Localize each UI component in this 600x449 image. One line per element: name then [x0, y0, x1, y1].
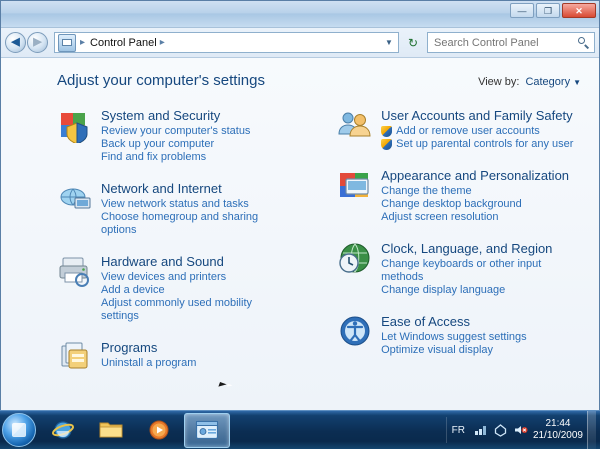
category-task-link[interactable]	[381, 258, 581, 284]
category-title-link[interactable]: Programs	[101, 340, 158, 355]
category-task-label: View network status and tasks	[101, 198, 249, 210]
control-panel-window-icon	[195, 420, 219, 440]
category-title-link[interactable]: Network and Internet	[101, 181, 222, 196]
nav-arrows	[5, 32, 48, 53]
clock-time: 21:44	[545, 418, 571, 429]
category-appearance-and-personalization	[337, 167, 581, 224]
category-task-link[interactable]	[101, 151, 250, 164]
category-task-link[interactable]	[381, 185, 569, 198]
category-task-label: Change keyboards or other input methods	[381, 258, 542, 283]
category-task-link[interactable]	[101, 271, 291, 284]
category-task-link[interactable]	[381, 211, 569, 224]
category-task-label: Set up parental controls for any user	[396, 138, 574, 150]
close-button[interactable]: ✕	[562, 3, 596, 18]
category-title-link[interactable]: User Accounts and Family Safety	[381, 108, 573, 123]
view-by-label: View by:	[478, 76, 520, 88]
appearance-icon[interactable]	[337, 167, 373, 203]
uac-shield-icon	[381, 139, 392, 150]
category-task-label: Add a device	[101, 284, 165, 296]
page-title: Adjust your computer's settings	[57, 72, 265, 89]
category-task-label: Back up your computer	[101, 138, 215, 150]
back-button[interactable]	[5, 32, 26, 53]
category-clock-language-and-region	[337, 240, 581, 297]
search-box[interactable]	[427, 32, 595, 53]
chevron-down-icon: ▼	[573, 78, 581, 87]
category-body	[101, 107, 250, 164]
title-bar	[1, 1, 599, 28]
category-network-and-internet	[57, 180, 291, 237]
category-title-link[interactable]: Ease of Access	[381, 314, 471, 329]
view-by-value: Category	[525, 76, 571, 88]
category-task-link[interactable]	[101, 284, 291, 297]
forward-arrow-icon: ▶	[33, 36, 42, 48]
language-indicator[interactable]: FR	[451, 424, 465, 436]
network-icon[interactable]	[473, 422, 489, 438]
category-task-label: Change the theme	[381, 185, 472, 197]
breadcrumb-separator-last[interactable]: ▸	[159, 37, 165, 48]
category-task-link[interactable]	[101, 357, 196, 370]
taskbar-item-windows-explorer[interactable]	[88, 413, 134, 448]
taskbar-item-media-player[interactable]	[136, 413, 182, 448]
breadcrumb-separator-root[interactable]: ▸	[80, 37, 86, 48]
category-task-label: Find and fix problems	[101, 151, 207, 163]
clock-date: 21/10/2009	[532, 430, 583, 441]
show-desktop-button[interactable]	[587, 411, 596, 449]
category-programs	[57, 339, 291, 375]
media-player-icon	[147, 418, 171, 442]
forward-button[interactable]	[27, 32, 48, 53]
category-task-link[interactable]	[101, 198, 291, 211]
address-bar[interactable]	[54, 32, 399, 53]
category-task-link[interactable]	[381, 344, 527, 357]
category-task-label: Adjust screen resolution	[381, 211, 499, 223]
start-button[interactable]	[2, 413, 36, 447]
clock-language-icon[interactable]	[337, 240, 373, 276]
category-task-label: Adjust commonly used mobility settings	[101, 297, 253, 322]
minimize-button[interactable]: —	[510, 3, 534, 18]
category-task-label: Add or remove user accounts	[396, 125, 540, 137]
content-area	[1, 58, 599, 410]
category-hardware-and-sound	[57, 253, 291, 323]
search-input[interactable]	[432, 36, 576, 50]
taskbar-item-control-panel[interactable]	[184, 413, 230, 448]
category-column-left	[57, 107, 291, 391]
category-body	[101, 180, 291, 237]
category-task-label: Optimize visual display	[381, 344, 493, 356]
category-ease-of-access	[337, 313, 581, 357]
category-column-right	[337, 107, 581, 391]
category-body	[381, 167, 569, 224]
breadcrumb-item-control-panel[interactable]: Control Panel	[90, 36, 157, 49]
maximize-button[interactable]: ❐	[536, 3, 560, 18]
tray-divider	[446, 417, 447, 443]
user-accounts-icon[interactable]	[337, 107, 373, 143]
address-dropdown-icon[interactable]: ▼	[385, 38, 393, 47]
clock[interactable]	[533, 418, 583, 442]
category-body	[381, 313, 527, 357]
category-body	[381, 240, 581, 297]
category-system-and-security	[57, 107, 291, 164]
control-panel-icon	[58, 34, 76, 52]
category-body	[101, 253, 291, 323]
category-title-link[interactable]: System and Security	[101, 108, 221, 123]
category-task-label: Review your computer's status	[101, 125, 251, 137]
ease-of-access-icon[interactable]	[337, 313, 373, 349]
category-title-link[interactable]: Appearance and Personalization	[381, 168, 570, 183]
category-task-label: Let Windows suggest settings	[381, 331, 527, 343]
internet-explorer-icon	[51, 418, 75, 442]
category-title-link[interactable]: Hardware and Sound	[101, 254, 224, 269]
uac-shield-icon	[381, 126, 392, 137]
category-body	[381, 107, 573, 151]
category-task-link[interactable]	[101, 211, 291, 237]
network-icon[interactable]	[57, 180, 93, 216]
category-task-link[interactable]	[381, 331, 527, 344]
category-task-label: Uninstall a program	[101, 357, 197, 369]
taskbar	[0, 410, 600, 449]
category-task-label: Choose homegroup and sharing options	[101, 211, 259, 236]
taskbar-item-internet-explorer[interactable]	[40, 413, 86, 448]
category-task-link[interactable]	[381, 138, 573, 151]
back-arrow-icon: ◀	[11, 36, 20, 48]
category-task-link[interactable]	[381, 125, 573, 138]
category-task-link[interactable]	[101, 297, 291, 323]
folder-icon	[99, 420, 123, 440]
category-task-link[interactable]	[381, 284, 581, 297]
volume-icon[interactable]	[513, 422, 529, 438]
category-user-accounts-and-family-safety	[337, 107, 581, 151]
printer-icon[interactable]	[57, 253, 93, 289]
security-shield-icon[interactable]	[57, 107, 93, 143]
category-task-label: Change desktop background	[381, 198, 522, 210]
header-row	[57, 72, 581, 89]
navigation-bar	[1, 28, 599, 58]
search-icon	[578, 37, 590, 49]
category-task-link[interactable]	[101, 138, 250, 151]
action-center-icon[interactable]	[493, 422, 509, 438]
refresh-button[interactable]: ↻	[407, 35, 419, 50]
programs-icon[interactable]	[57, 339, 93, 375]
category-task-label: Change display language	[381, 284, 506, 296]
category-title-link[interactable]: Clock, Language, and Region	[381, 241, 553, 256]
category-task-link[interactable]	[101, 125, 250, 138]
view-by-selector[interactable]	[525, 76, 581, 88]
system-tray	[441, 411, 600, 449]
category-body	[101, 339, 196, 375]
category-columns	[19, 107, 581, 391]
category-task-link[interactable]	[381, 198, 569, 211]
category-task-label: View devices and printers	[101, 271, 227, 283]
window-controls	[510, 3, 596, 18]
